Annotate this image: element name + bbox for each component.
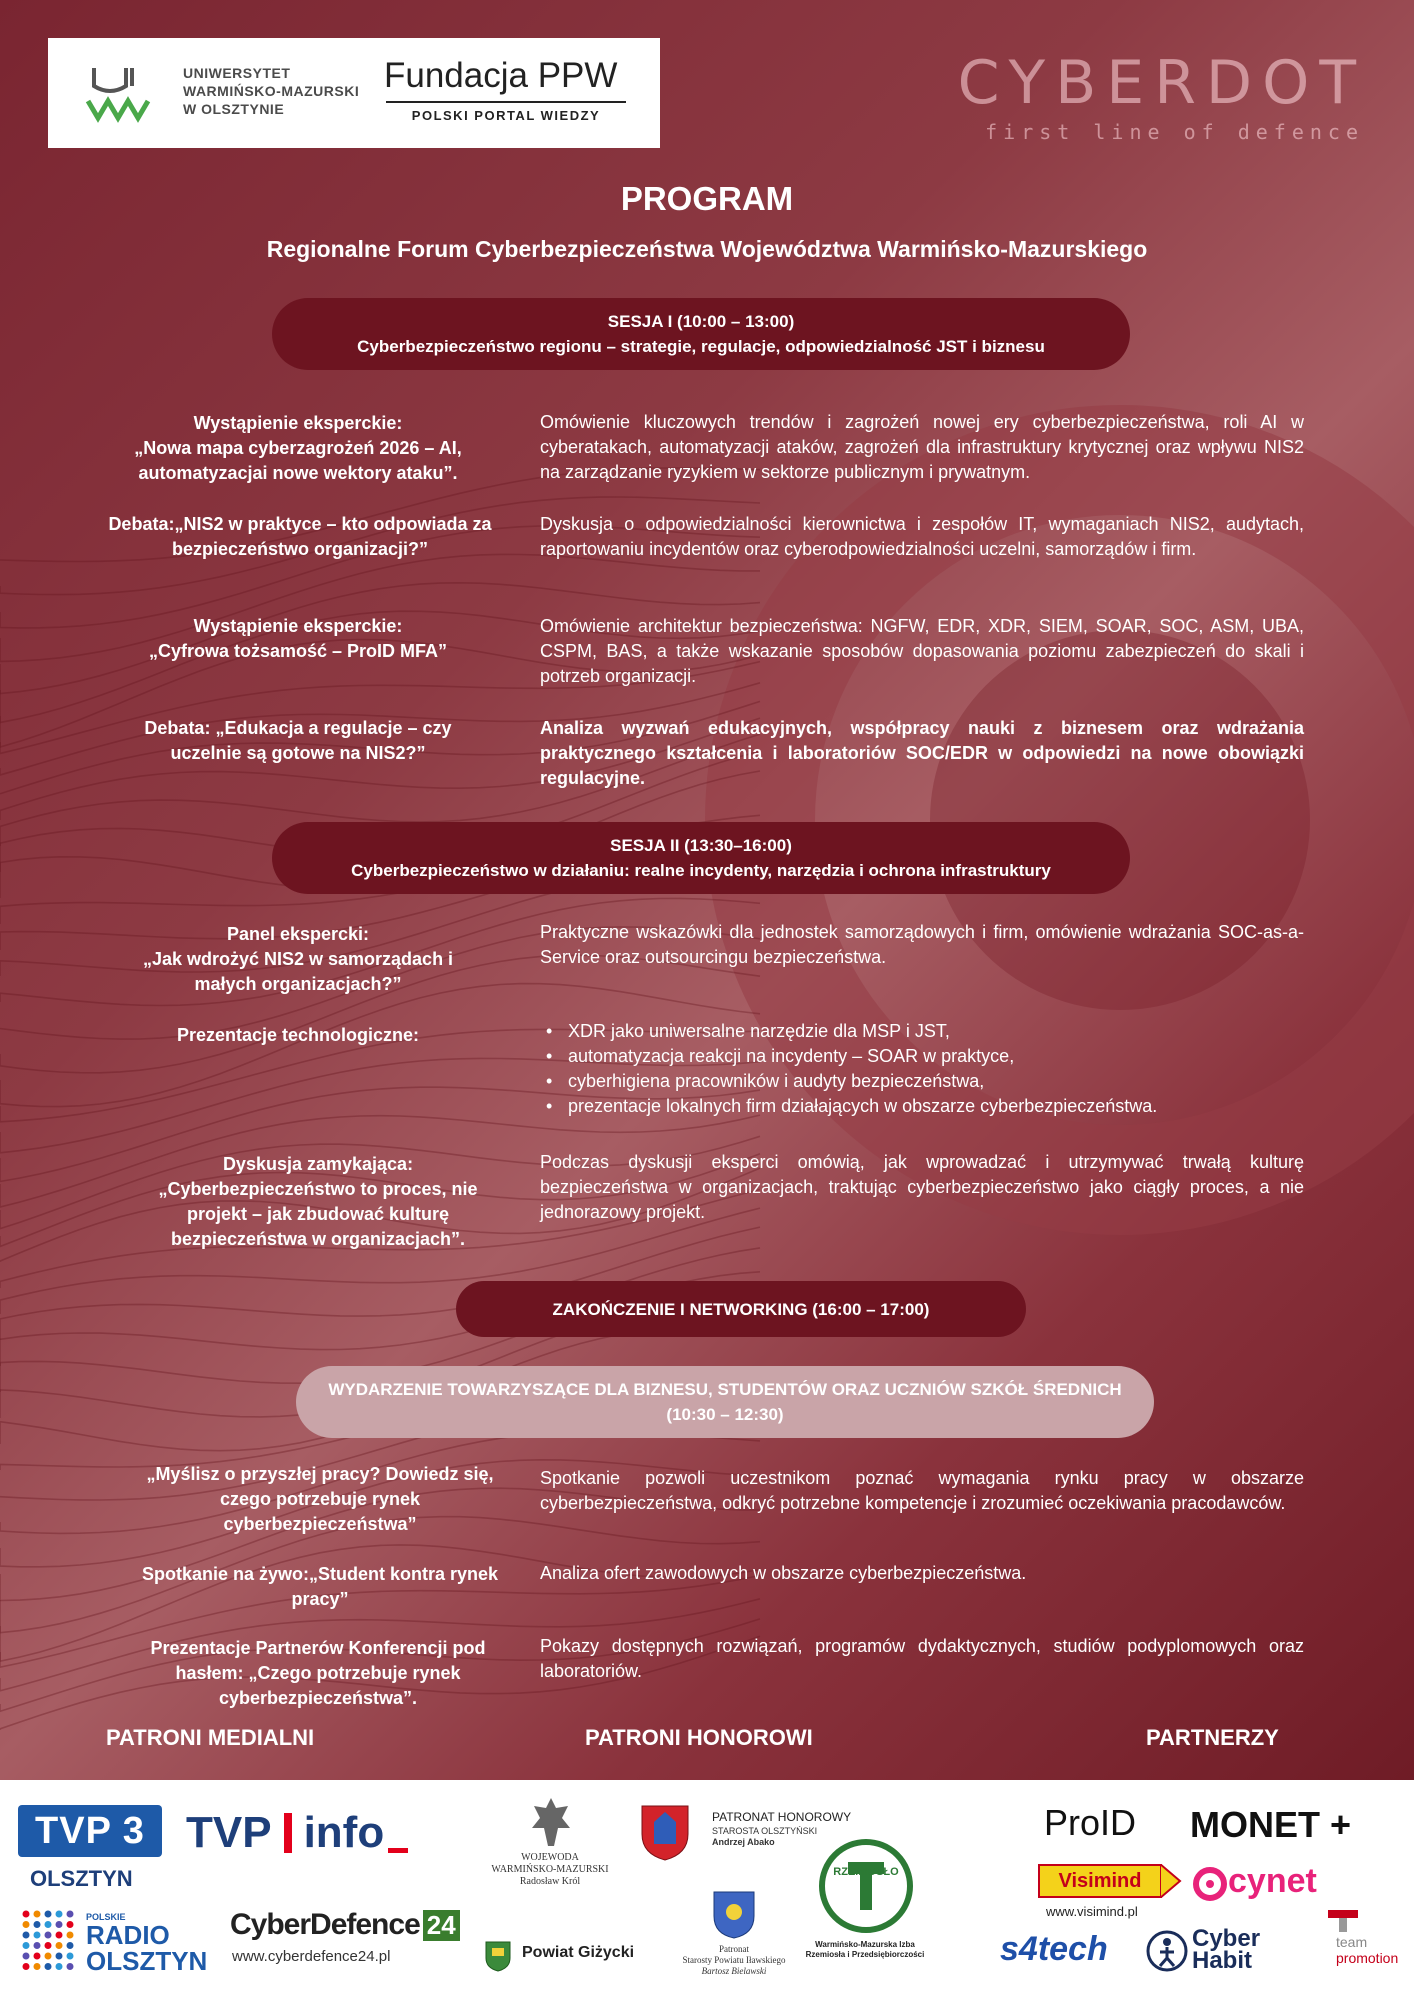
side-item-3-desc: Pokazy dostępnych rozwiązań, programów dydaktycznych, studiów podyplomowych oraz laboratoriów. (540, 1636, 1304, 1681)
radio-dot (67, 1911, 74, 1918)
cyberdefence24-logo (230, 1908, 460, 1942)
radio-dot (23, 1953, 30, 1960)
rzemioslo-label: RZEMIOSŁO (833, 1866, 899, 1878)
s2-tech-list (540, 1019, 1304, 1119)
ilawa-crest-icon (712, 1890, 756, 1940)
uwm-logo-icon (84, 56, 164, 131)
s1-item-3-desc: Omówienie architektur bezpieczeństwa: NGFW, EDR, XDR, SIEM, SOAR, SOC, ASM, UBA, CSPM, BAS, a także wskazanie sposobów dopasowania poziomu zabezpieczeń do skali i potrzeb organizacji. (540, 616, 1304, 686)
side-event-title: WYDARZENIE TOWARZYSZĄCE DLA BIZNESU, STUDENTÓW ORAZ UCZNIÓW SZKÓŁ ŚREDNICH (10:30 – 12:30) (328, 1380, 1122, 1424)
radio-dot (23, 1911, 30, 1918)
cd24-number: 24 (423, 1910, 460, 1941)
radio-dot (45, 1942, 52, 1949)
cyberdot-tagline: first line of defence (985, 120, 1364, 144)
tvp-info-bar (284, 1813, 292, 1853)
s4tech-logo: s4tech (1000, 1930, 1108, 1968)
media-patrons-heading: PATRONI MEDIALNI (106, 1725, 315, 1750)
cd24-url: www.cyberdefence24.pl (232, 1948, 391, 1965)
tvp3-mark: TVP 3 (35, 1810, 145, 1852)
session-2-topic: Cyberbezpieczeństwo w działaniu: realne incydenty, narzędzia i ochrona infrastruktury (351, 861, 1051, 880)
side-item-2-desc: Analiza ofert zawodowych w obszarze cyberbezpieczeństwa. (540, 1563, 1027, 1583)
radio-dot (34, 1953, 41, 1960)
tvp-info-logo (186, 1808, 408, 1858)
radio-dot (67, 1932, 74, 1939)
eagle-emblem-icon (528, 1794, 574, 1850)
tvp-info-underscore (388, 1848, 408, 1853)
patronat-starosta: STAROSTA OLSZTYŃSKI Andrzej Abako (712, 1826, 818, 1847)
radio-dot (67, 1953, 74, 1960)
visimind-logo: Visimind (1038, 1864, 1162, 1898)
team-promotion-logo: team promotion (1336, 1934, 1399, 1966)
s2-item-3-title: Dyskusja zamykająca: „Cyberbezpieczeństwo to proces, nie projekt – jak zbudować kulturę bezpieczeństwa w organizacjach”. (158, 1154, 478, 1249)
radio-dot (34, 1942, 41, 1949)
cynet-logo: cynet (1228, 1862, 1317, 1900)
monet-logo: MONET + (1190, 1804, 1352, 1845)
program-subtitle: Regionalne Forum Cyberbezpieczeństwa Województwa Warmińsko-Mazurskiego (266, 236, 1148, 262)
s2-item-3-desc: Podczas dyskusji eksperci omówią, jak wprowadzać i utrzymywać trwałą kulturę bezpieczeństwa w organizacjach, traktując cyberbezpieczeństwo jako ciągły proces, a nie jednorazowy projekt. (540, 1152, 1304, 1222)
rzemioslo-logo-icon (818, 1838, 914, 1934)
session-1-time: SESJA I (10:00 – 13:00) (607, 312, 795, 331)
cynet-icon (1192, 1866, 1228, 1902)
s1-item-3-title: Wystąpienie eksperckie: „Cyfrowa tożsamość – ProID MFA” (148, 616, 448, 661)
patronat-title: PATRONAT HONOROWY (712, 1810, 852, 1824)
powiat-name: Powiat Giżycki (522, 1944, 635, 1961)
radio-dot (34, 1963, 41, 1970)
s1-item-4-title: Debata: „Edukacja a regulacje – czy uczelnie są gotowe na NIS2?” (144, 718, 452, 763)
list-item: • cyberhigiena pracowników i audyty bezpieczeństwa, (540, 1069, 1304, 1094)
radio-dot (45, 1921, 52, 1928)
program-title: PROGRAM (620, 180, 794, 217)
olsztyn-crest-icon (640, 1804, 690, 1862)
radio-dot (56, 1942, 63, 1949)
side-item-1-desc: Spotkanie pozwoli uczestnikom poznać wymagania rynku pracy w obszarze cyberbezpieczeństwa, odkryć potrzebne kompetencje i zrozumieć oczekiwania pracodawców. (540, 1468, 1304, 1513)
list-item: • XDR jako uniwersalne narzędzie dla MSP i JST, (540, 1019, 1304, 1044)
radio-dot (56, 1963, 63, 1970)
closing-label: ZAKOŃCZENIE I NETWORKING (16:00 – 17:00) (552, 1299, 930, 1319)
ppw-subtitle: POLSKI PORTAL WIEDZY (411, 108, 601, 123)
s1-item-4-desc: Analiza wyzwań edukacyjnych, współpracy nauki z biznesem oraz wdrażania praktycznego kształcenia i laboratoriów SOC/EDR w odpowiedzi na nowe obowiązki regulacyjne. (540, 718, 1304, 788)
izba-name: Warmińsko-Mazurska Izba Rzemiosła i Przedsiębiorczości (805, 1940, 925, 1959)
radio-dot (56, 1921, 63, 1928)
s2-item-1-desc: Praktyczne wskazówki dla jednostek samorządowych i firm, omówienie wdrażania SOC-as-a-Service oraz outsourcingu bezpieczeństwa. (540, 922, 1304, 967)
proid-logo: ProID (1044, 1802, 1137, 1843)
radio-dot (67, 1942, 74, 1949)
radio-dot (67, 1963, 74, 1970)
radio-dot (56, 1932, 63, 1939)
side-item-3-title: Prezentacje Partnerów Konferencji pod hasłem: „Czego potrzebuje rynek cyberbezpieczeństwa”. (150, 1638, 486, 1708)
radio-dot (34, 1911, 41, 1918)
radio-dot (56, 1953, 63, 1960)
radio-dot (23, 1932, 30, 1939)
session-2-header (272, 822, 1130, 894)
cyberhabit-icon (1146, 1930, 1188, 1972)
wojewoda-label: WOJEWODA WARMIŃSKO-MAZURSKI Radosław Król (491, 1852, 609, 1887)
side-item-1-title: „Myślisz o przyszłej pracy? Dowiedz się, czego potrzebuje rynek cyberbezpieczeństwa” (146, 1464, 494, 1534)
radio-dot (23, 1963, 30, 1970)
uwm-name: UNIWERSYTET WARMIŃSKO-MAZURSKI W OLSZTYNIE (183, 65, 360, 117)
radio-dot (34, 1921, 41, 1928)
s1-item-2-desc: Dyskusja o odpowiedzialności kierownictwa i zespołów IT, wymaganiach NIS2, audytach, raportowaniu incydentów oraz cyberodpowiedzialności uczelni, samorządów i firm. (540, 514, 1304, 559)
radio-dot (45, 1953, 52, 1960)
radio-prefix: POLSKIE (86, 1912, 126, 1922)
s1-item-2-title: Debata:„NIS2 w praktyce – kto odpowiada za bezpieczeństwo organizacji?” (108, 514, 492, 559)
tvp-info-mark: TVP (186, 1808, 272, 1857)
s1-item-1-desc: Omówienie kluczowych trendów i zagrożeń nowej ery cyberbezpieczeństwa, roli AI w cyberatakach, automatyzacji ataków, zagrożeń dla infrastruktury krytycznej oraz wpływu NIS2 na zarządzanie ryzykiem w sektorze publicznym i prywatnym. (540, 412, 1304, 482)
ppw-name: Fundacja PPW (384, 56, 618, 95)
radio-dot (45, 1963, 52, 1970)
session-1-header (272, 298, 1130, 370)
session-1-topic: Cyberbezpieczeństwo regionu – strategie, regulacje, odpowiedzialność JST i biznesu (357, 337, 1045, 356)
radio-dot (23, 1921, 30, 1928)
honorary-patrons-heading: PATRONI HONOROWI (585, 1725, 813, 1750)
session-2-time: SESJA II (13:30–16:00) (610, 836, 792, 855)
s2-item-2-title: Prezentacje technologiczne: (176, 1025, 420, 1045)
powiat-crest-icon (484, 1940, 512, 1972)
radio-dot (67, 1921, 74, 1928)
radio-dots-icon (20, 1908, 76, 1972)
radio-dot (45, 1911, 52, 1918)
tvp3-logo (18, 1805, 162, 1857)
visimind-url: www.visimind.pl (1046, 1904, 1138, 1919)
radio-dot (56, 1911, 63, 1918)
tvp3-city: OLSZTYN (30, 1866, 133, 1891)
partners-heading: PARTNERZY (1146, 1725, 1279, 1750)
radio-dot (34, 1932, 41, 1939)
s1-item-1-title: Wystąpienie eksperckie: „Nowa mapa cyberzagrożeń 2026 – AI, automatyzacjai nowe wektory ataku”. (134, 413, 462, 483)
patronat-ilawa: Patronat Starosty Powiatu Iławskiego Bartosz Bielawski (682, 1944, 786, 1976)
tvp-info-suffix: info (303, 1808, 385, 1857)
ppw-divider (386, 101, 626, 103)
radio-dot (23, 1942, 30, 1949)
cyberdot-logo: CYBERDOT (957, 48, 1366, 118)
sponsor-logos (0, 1780, 1414, 2000)
cyberhabit-logo: Cyber Habit (1192, 1925, 1261, 1974)
list-item: • automatyzacja reakcji na incydenty – SOAR w praktyce, (540, 1044, 1304, 1069)
cd24-name: CyberDefence (230, 1908, 420, 1941)
closing-header (456, 1281, 1026, 1337)
side-item-2-title: Spotkanie na żywo:„Student kontra rynek pracy” (141, 1564, 499, 1609)
side-event-header (296, 1366, 1154, 1438)
organizer-logos (48, 38, 660, 148)
team-promotion-icon (1326, 1908, 1360, 1934)
list-item: • prezentacje lokalnych firm działających w obszarze cyberbezpieczeństwa. (540, 1094, 1304, 1119)
radio-dot (45, 1932, 52, 1939)
visimind-arrow-icon (1160, 1864, 1182, 1898)
s2-item-1-title: Panel ekspercki: „Jak wdrożyć NIS2 w samorządach i małych organizacjach?” (142, 924, 454, 994)
radio-name: RADIO (86, 1920, 170, 1950)
radio-city: OLSZTYN (86, 1946, 208, 1976)
